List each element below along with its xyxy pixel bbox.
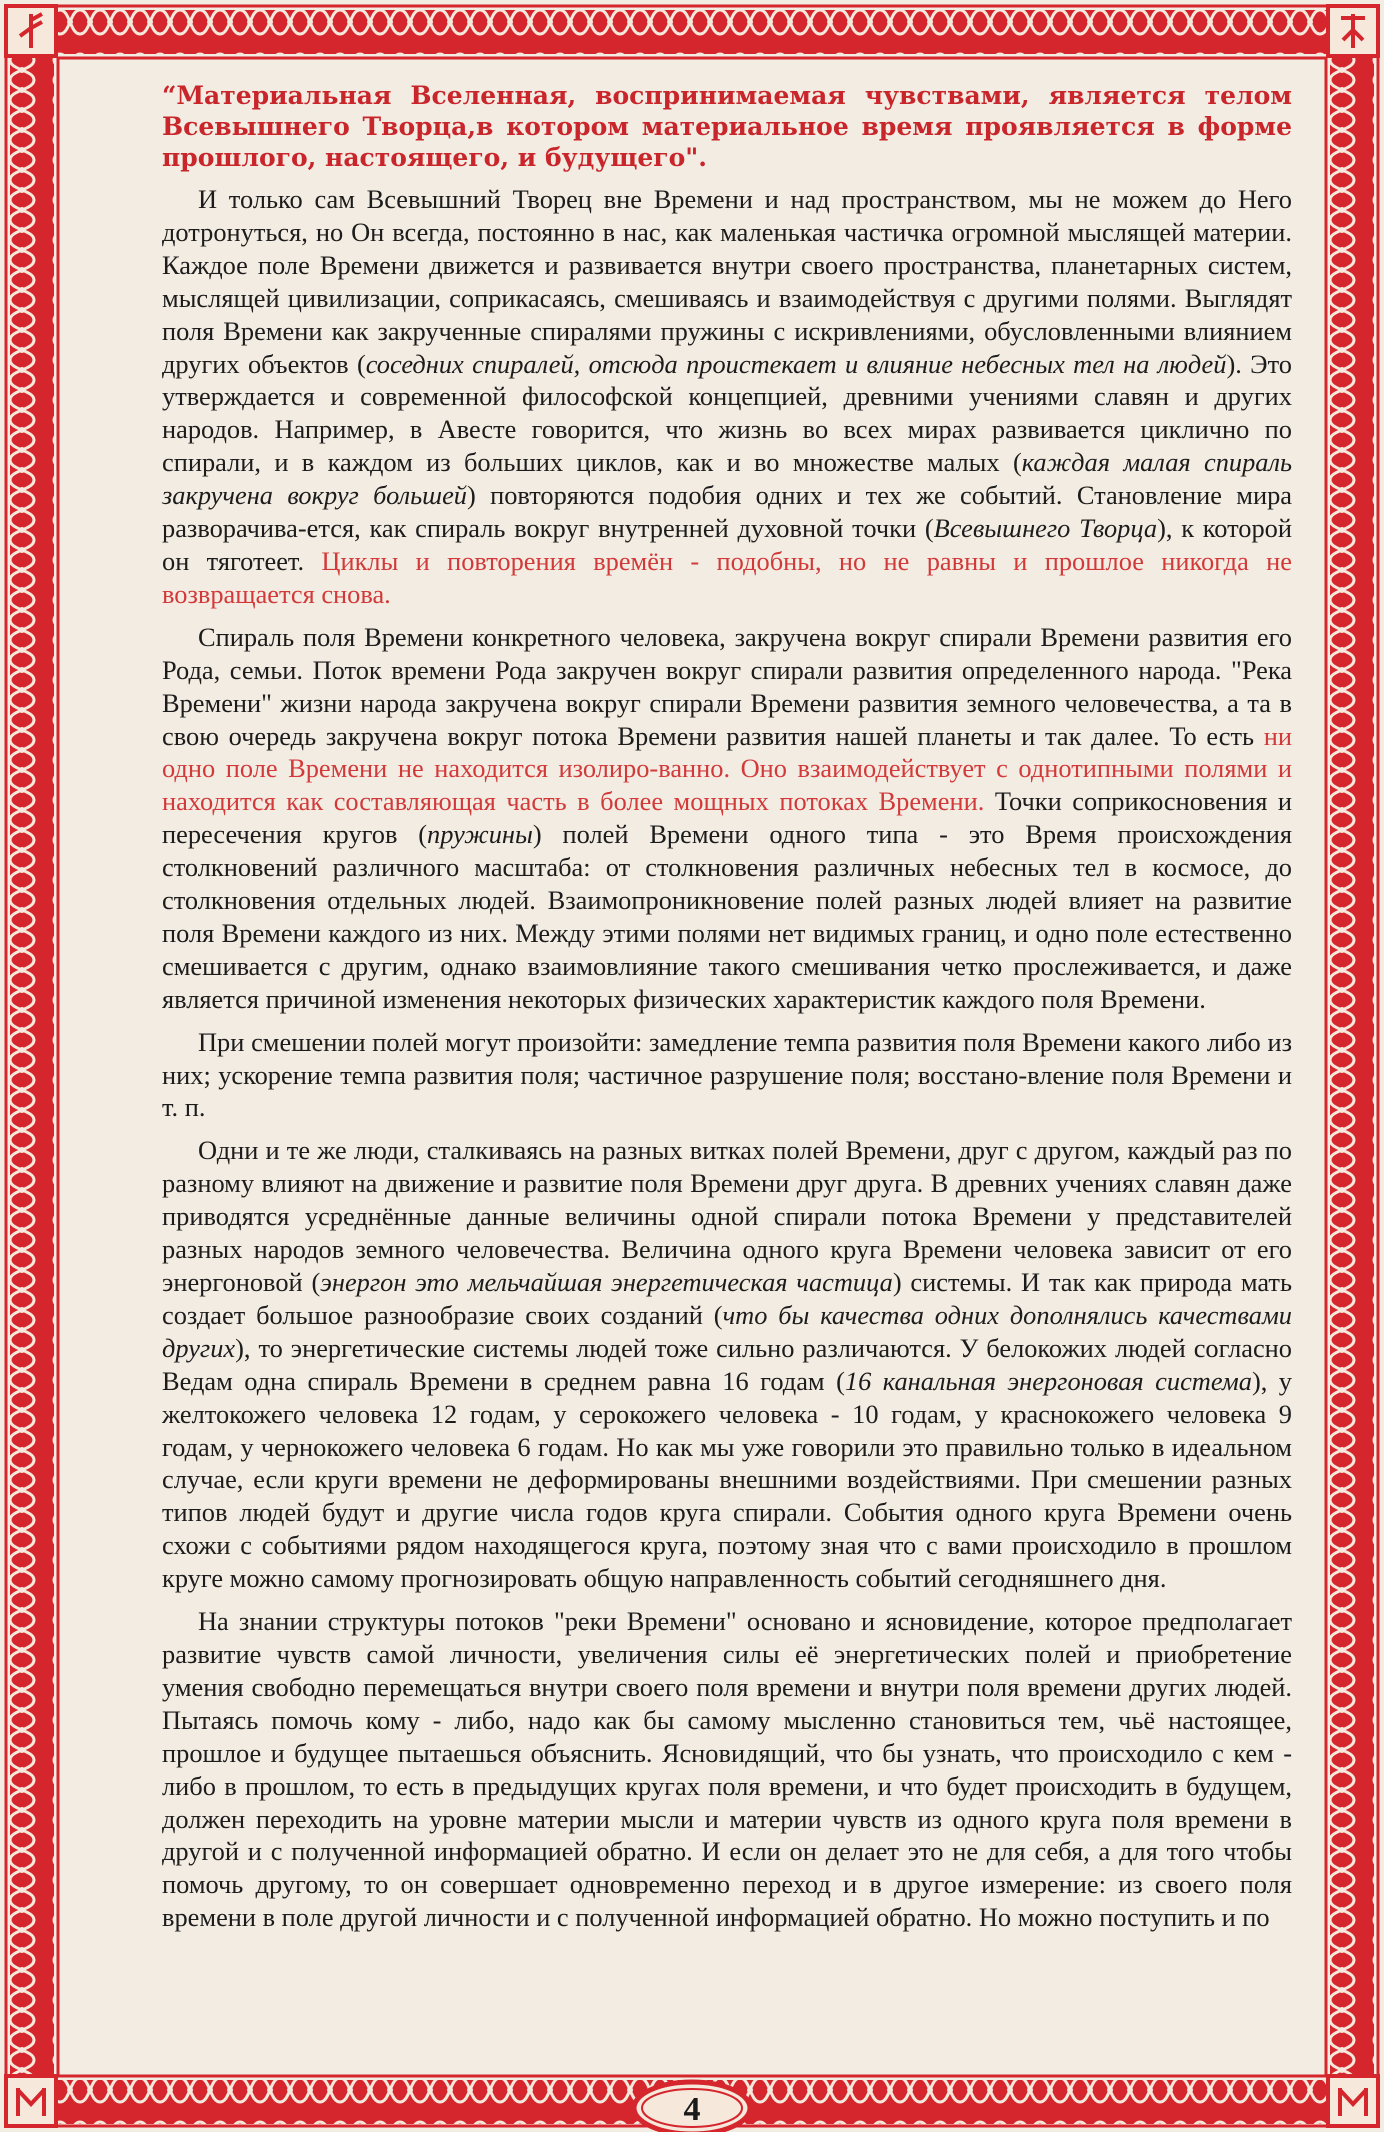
corner-rune-bottom-right-icon [1328,2076,1378,2126]
text-run: ), к которой он тяготеет. [162,513,1292,576]
italic-run: пружины [427,819,533,850]
text-run: Одни и те же люди, сталкиваясь на разных витках полей Времени, друг с другом, каждый раз по разному влияют на движение и развитие поля Времени друг друга. В древних учениях славян даже приводятся усреднённые данные величины одной спирали потока Времени у представителей разных народов земного человечества. Величина одного круга Времени человека зависит от его энергоновой ( [162,1135,1292,1297]
text-run: Спираль поля Времени конкретного человека, закручена вокруг спирали Времени развития его Рода, семьи. Поток времени Рода закручен вокруг спирали развития определенного народа. "Река Времени" жизни народа закручена вокруг спирали Времени развития земного человечества, а та в свою очередь закручена вокруг потока Времени развития нашей планеты и так далее. То есть [162,621,1292,751]
italic-run: что бы качества одних дополнялись качествами других [162,1299,1292,1363]
text-run: И только сам Всевышний Творец вне Времени и над пространством, мы не можем до Него дотронуться, но Он всегда, постоянно в нас, как маленькая частичка огромной мыслящей материи. Каждое поле Времени движется и развивается внутри своего пространства, планетарных систем, мыслящей цивилизации, соприкасаясь, смешиваясь и взаимодействуя с другими полями. Выглядят поля Времени как закрученные спиралями пружины с искривлениями, обусловленными влиянием других объектов ( [162,184,1292,379]
corner-rune-top-left-icon [6,6,56,56]
italic-run: энергон это мельчайшая энергетическая частица [320,1267,893,1297]
paragraph-3: При смешении полей могут произойти: замедление темпа развития поля Времени какого либо из них; ускорение темпа развития поля; частичное разрушение поля; восстано-вление поля Времени и т. п. [162,1026,1292,1123]
paragraph-4 [162,1134,1292,1595]
text-run: ), то энергетические системы людей тоже сильно различаются. У белокожих людей согласно Ведам одна спираль Времени в среднем равна 16 годам ( [162,1332,1292,1396]
italic-run: 16 канальная энергоновая система [844,1365,1252,1396]
paragraph-5: На знании структуры потоков "реки Времени" основано и ясновидение, которое предполагает развитие чувств самой личности, увеличения силы её энергетических полей и приобретение умения свободно перемещаться внутри своего поля времени и внутри поля времени других людей. Пытаясь помочь кому - либо, надо как бы самому мысленно становиться тем, чьё настоящее, прошлое и будущее пытаешься объяснить. Ясновидящий, что бы узнать, что происходило с кем - либо в прошлом, то есть в предыдущих кругах поля времени, и что будет происходить в будущем, должен переходить на уровне материи мысли и материи чувств из одного круга поля времени в другой и с полученной информацией обратно. И если он делает это не для себя, а для того чтобы помочь другому, то он совершает одновременно переход и в другое измерение: из своего поля времени в поле другой личности и с полученной информацией обратно. Но можно поступить и по [162,1606,1292,1933]
text-run: ) системы. И так как природа мать создает большое разнообразие своих созданий ( [162,1267,1293,1330]
corner-rune-top-right-icon [1328,6,1378,56]
page-number: 4 [683,2091,701,2128]
text-run: ), у желтокожего человека 12 годам, у серокожего человека - 10 годам, у краснокожего человека 9 годам, у чернокожего человека 6 годам. Но как мы уже говорили это правильно только в идеальном случае, если круги времени не деформированы внешними воздействиями. При смешении разных типов людей будут и другие числа годов круга спирали. События одного круга Времени очень схожи с событиями рядом находящегося круга, поэтому зная что с вами происходило в прошлом круге можно самому прогнозировать общую направленность событий сегодняшнего дня. [162,1365,1293,1594]
paragraph-2 [162,621,1292,1016]
paragraph-1 [162,183,1292,611]
italic-run: соседних спиралей, отсюда проистекает и влияние небесных тел на людей [365,348,1227,379]
lead-quote: “Материальная Вселенная, воспринимаемая чувствами, является телом Всевышнего Творца,в котором материальное время проявляется в форме прошлого, настоящего, и будущего". [162,81,1292,172]
text-run: Точки соприкосновения и пересечения кругов ( [162,786,1292,850]
text-run: ) повторяются подобия одних и тех же событий. Становление мира разворачива-ется, как спираль вокруг внутренней духовной точки ( [162,480,1292,544]
corner-rune-bottom-left-icon [6,2076,56,2126]
article-body [162,80,1292,1934]
italic-run: каждая малая спираль закручена вокруг большей [162,447,1293,511]
text-run: ) полей Времени одного типа - это Время происхождения столкновений различного масштаба: от столкновения различных небесных тел в космосе, до столкновения отдельных людей. Взаимопроникновение полей разных людей влияет на развитие поля Времени каждого из них. Между этими полями нет видимых границ, и одно поле естественно смешивается с другим, однако взаимовлияние такого смешивания четко прослеживается, и даже является причиной изменения некоторых физических характеристик каждого поля Времени. [162,819,1292,1014]
highlight-run: ни одно поле Времени не находится изолиро-ванно. Оно взаимодействует с однотипными полями и находится как составляющая часть в более мощных потоках Времени. [162,720,1292,817]
highlight-run: Циклы и повторения времён - подобны, но не равны и прошлое никогда не возвращается снова. [162,545,1292,609]
italic-run: Всевышнего Творца [933,513,1158,544]
text-run: ). Это утверждается и современной философской концепцией, древними учениями славян и других народов. Например, в Авесте говорится, что жизнь во всех мирах развивается циклично по спирали, и в каждом из больших циклов, как и во множестве малых ( [162,348,1292,478]
